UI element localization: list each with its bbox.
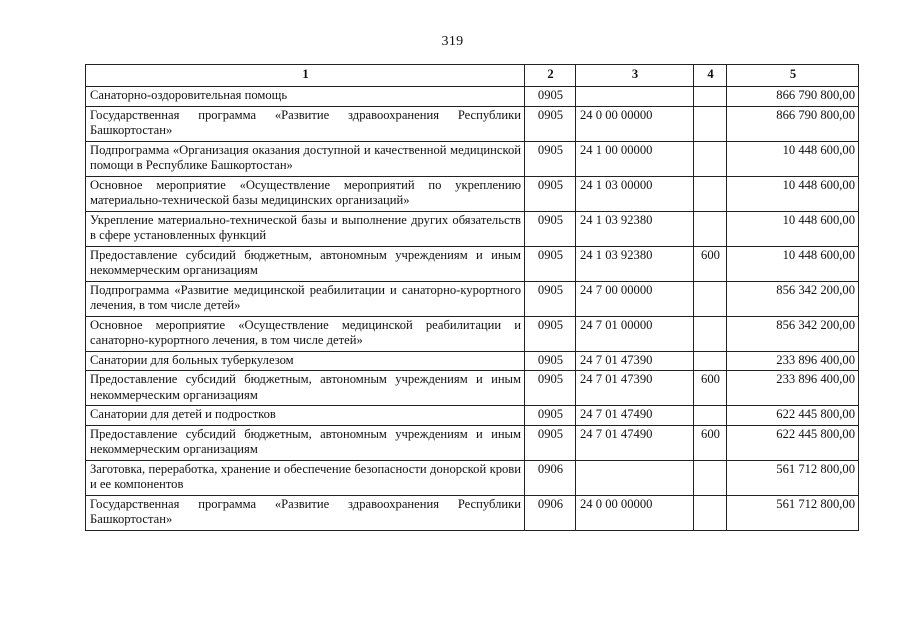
row-expense-type	[694, 495, 727, 530]
row-target-article	[576, 460, 694, 495]
row-section-code: 0905	[525, 281, 576, 316]
row-name: Подпрограмма «Организация оказания доступной и качественной медицинской помощи в Республике Башкортостан»	[86, 141, 525, 176]
row-target-article: 24 1 00 00000	[576, 141, 694, 176]
row-name: Основное мероприятие «Осуществление мероприятий по укреплению материально-технической базы медицинских организаций»	[86, 176, 525, 211]
row-section-code: 0905	[525, 176, 576, 211]
row-section-code: 0906	[525, 460, 576, 495]
row-target-article	[576, 87, 694, 107]
table-row	[86, 371, 859, 406]
row-section-code: 0905	[525, 406, 576, 426]
row-target-article: 24 0 00 00000	[576, 106, 694, 141]
row-amount: 10 448 600,00	[727, 246, 859, 281]
header-col-1: 1	[86, 65, 525, 87]
row-expense-type	[694, 316, 727, 351]
row-target-article: 24 7 01 47390	[576, 351, 694, 371]
table-row	[86, 460, 859, 495]
table-row	[86, 246, 859, 281]
row-amount: 622 445 800,00	[727, 425, 859, 460]
page-number: 319	[441, 34, 464, 49]
row-amount: 561 712 800,00	[727, 495, 859, 530]
row-amount: 233 896 400,00	[727, 351, 859, 371]
row-target-article: 24 1 03 00000	[576, 176, 694, 211]
row-name: Санаторно-оздоровительная помощь	[86, 87, 525, 107]
row-expense-type	[694, 141, 727, 176]
row-expense-type: 600	[694, 371, 727, 406]
row-amount: 622 445 800,00	[727, 406, 859, 426]
row-amount: 856 342 200,00	[727, 281, 859, 316]
row-amount: 866 790 800,00	[727, 106, 859, 141]
row-section-code: 0905	[525, 316, 576, 351]
row-name: Государственная программа «Развитие здравоохранения Республики Башкортостан»	[86, 495, 525, 530]
row-amount: 10 448 600,00	[727, 211, 859, 246]
row-section-code: 0905	[525, 106, 576, 141]
row-amount: 233 896 400,00	[727, 371, 859, 406]
row-section-code: 0905	[525, 425, 576, 460]
row-expense-type	[694, 87, 727, 107]
header-col-4: 4	[694, 65, 727, 87]
row-expense-type	[694, 460, 727, 495]
header-col-3: 3	[576, 65, 694, 87]
table-row	[86, 211, 859, 246]
header-col-5: 5	[727, 65, 859, 87]
row-target-article: 24 7 00 00000	[576, 281, 694, 316]
table-row	[86, 316, 859, 351]
row-name: Предоставление субсидий бюджетным, автономным учреждениям и иным некоммерческим организациям	[86, 371, 525, 406]
row-section-code: 0905	[525, 141, 576, 176]
row-section-code: 0905	[525, 246, 576, 281]
table-row	[86, 425, 859, 460]
table-row	[86, 176, 859, 211]
row-target-article: 24 7 01 47490	[576, 406, 694, 426]
row-expense-type	[694, 106, 727, 141]
row-target-article: 24 0 00 00000	[576, 495, 694, 530]
header-row	[86, 65, 859, 87]
header-col-2: 2	[525, 65, 576, 87]
table-row	[86, 351, 859, 371]
row-expense-type: 600	[694, 246, 727, 281]
row-expense-type	[694, 176, 727, 211]
row-target-article: 24 7 01 47390	[576, 371, 694, 406]
row-section-code: 0905	[525, 211, 576, 246]
row-name: Санатории для детей и подростков	[86, 406, 525, 426]
row-amount: 866 790 800,00	[727, 87, 859, 107]
row-amount: 856 342 200,00	[727, 316, 859, 351]
row-name: Основное мероприятие «Осуществление медицинской реабилитации и санаторно-курортного лечения, в том числе детей»	[86, 316, 525, 351]
table-row	[86, 87, 859, 107]
row-amount: 10 448 600,00	[727, 176, 859, 211]
row-name: Заготовка, переработка, хранение и обеспечение безопасности донорской крови и ее компонентов	[86, 460, 525, 495]
row-expense-type	[694, 211, 727, 246]
row-amount: 10 448 600,00	[727, 141, 859, 176]
row-section-code: 0905	[525, 371, 576, 406]
row-name: Подпрограмма «Развитие медицинской реабилитации и санаторно-курортного лечения, в том числе детей»	[86, 281, 525, 316]
row-target-article: 24 7 01 47490	[576, 425, 694, 460]
table-row	[86, 281, 859, 316]
row-target-article: 24 1 03 92380	[576, 246, 694, 281]
row-expense-type	[694, 406, 727, 426]
table-row	[86, 495, 859, 530]
row-target-article: 24 1 03 92380	[576, 211, 694, 246]
row-expense-type	[694, 351, 727, 371]
row-name: Укрепление материально-технической базы и выполнение других обязательств в сфере установленных функций	[86, 211, 525, 246]
row-section-code: 0906	[525, 495, 576, 530]
row-name: Государственная программа «Развитие здравоохранения Республики Башкортостан»	[86, 106, 525, 141]
row-section-code: 0905	[525, 87, 576, 107]
table-header	[86, 65, 859, 87]
row-target-article: 24 7 01 00000	[576, 316, 694, 351]
row-name: Предоставление субсидий бюджетным, автономным учреждениям и иным некоммерческим организациям	[86, 425, 525, 460]
row-amount: 561 712 800,00	[727, 460, 859, 495]
table-row	[86, 106, 859, 141]
row-name: Предоставление субсидий бюджетным, автономным учреждениям и иным некоммерческим организациям	[86, 246, 525, 281]
row-expense-type	[694, 281, 727, 316]
table-body	[86, 87, 859, 531]
row-name: Санатории для больных туберкулезом	[86, 351, 525, 371]
row-expense-type: 600	[694, 425, 727, 460]
row-section-code: 0905	[525, 351, 576, 371]
table-row	[86, 406, 859, 426]
budget-table	[85, 64, 859, 531]
table-row	[86, 141, 859, 176]
